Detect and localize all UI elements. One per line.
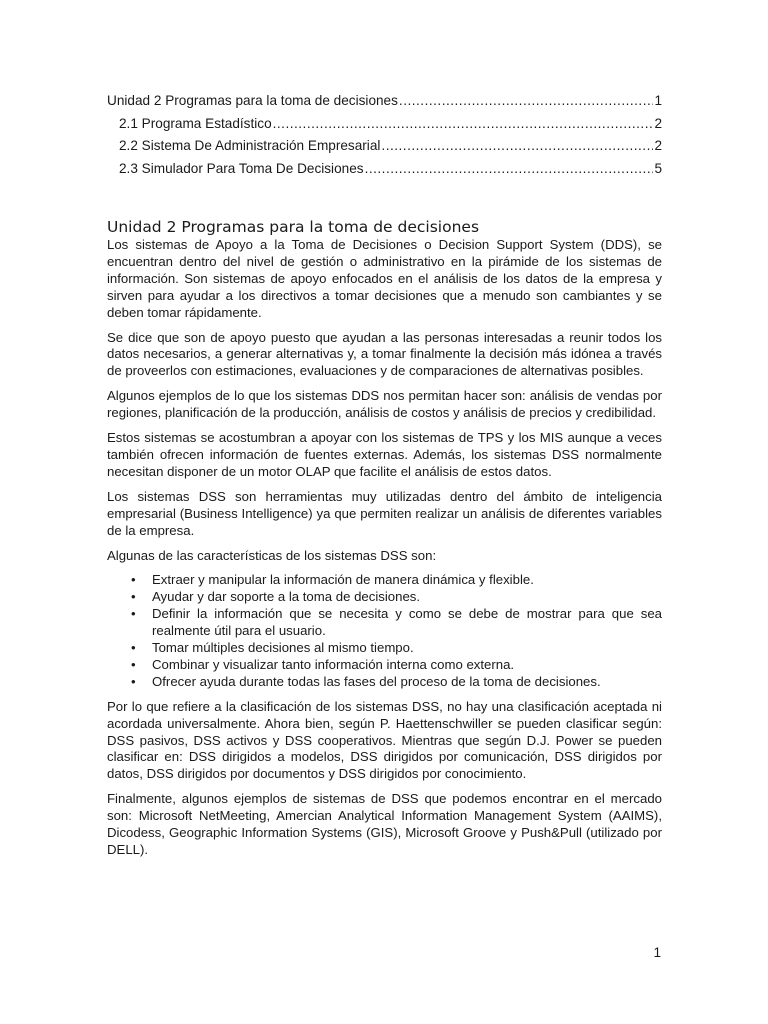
list-item-text: Combinar y visualizar tanto información interna como externa. [152, 656, 515, 672]
bullet-icon: • [131, 589, 136, 605]
body-paragraph: Por lo que refiere a la clasificación de los sistemas DSS, no hay una clasificación aceptada ni acordada universalmente. Ahora bien, según P. Haettenschwiller se pueden clasificar según: DSS pasivos, DSS activos y DSS cooperativos. Mientras que según D.J. Power se pueden clasificar en: DSS dirigidos a modelos, DSS dirigidos por comunicación, DSS dirigidos por datos, DSS dirigidos por documentos y DSS dirigidos por conocimiento. [107, 698, 662, 782]
toc-entry-title: 2.1 Programa Estadístico [119, 115, 272, 131]
list-item-text: Tomar múltiples decisiones al mismo tiempo. [152, 640, 414, 656]
toc-entry-page: 1 [654, 93, 662, 108]
body-paragraph: Algunos ejemplos de lo que los sistemas DDS nos permitan hacer son: análisis de vendas por regiones, planificación de la producción, análisis de costos y análisis de precios y credibilidad. [107, 388, 662, 421]
toc-entry-page: 5 [654, 160, 662, 176]
toc-leader-dots [399, 90, 654, 113]
bullet-icon: • [131, 656, 136, 672]
bullet-icon: • [131, 606, 136, 622]
section-heading: Unidad 2 Programas para la toma de decisiones [107, 218, 480, 236]
list-item [131, 673, 662, 691]
toc-leader-dots [365, 158, 654, 181]
list-item-text: Definir la información que se necesita y como se debe de mostrar para que sea realmente útil para el usuario. [152, 606, 662, 639]
list-item [131, 572, 662, 589]
toc-entry-title: Unidad 2 Programas para la toma de decisiones [107, 93, 398, 108]
toc-leader-dots [273, 113, 654, 136]
toc-entry-page: 2 [654, 115, 662, 131]
list-item-text: Ofrecer ayuda durante todas las fases del proceso de la toma de decisiones. [152, 673, 601, 689]
list-item-text: Extraer y manipular la información de manera dinámica y flexible. [152, 572, 534, 588]
toc-entry[interactable] [107, 158, 662, 181]
toc-entry-page: 2 [654, 138, 662, 153]
toc-entry[interactable] [107, 135, 662, 158]
toc-entry-title: 2.2 Sistema De Administración Empresarial [119, 138, 381, 153]
toc-leader-dots [381, 135, 653, 158]
list-item [131, 589, 662, 606]
page-content [107, 90, 662, 867]
body-paragraph: Los sistemas de Apoyo a la Toma de Decisiones o Decision Support System (DDS), se encuentran dentro del nivel de gestión o administrativo en la pirámide de los sistemas de información. Son sistemas de apoyo enfocados en el análisis de los datos de la empresa y sirven para ayudar a los directivos a tomar decisiones que a menudo son cambiantes y se deben tomar rápidamente. [107, 237, 662, 320]
list-item [131, 606, 662, 640]
body-paragraph: Los sistemas DSS son herramientas muy utilizadas dentro del ámbito de inteligencia empresarial (Business Intelligence) ya que permiten realizar un análisis de diferentes variables de la empresa. [107, 488, 662, 538]
toc-entry[interactable] [107, 113, 662, 136]
list-item [131, 656, 662, 674]
list-item [131, 640, 662, 657]
bullet-icon: • [131, 572, 136, 588]
toc-entry-title: 2.3 Simulador Para Toma De Decisiones [119, 160, 364, 176]
table-of-contents [107, 90, 662, 180]
body-paragraph: Algunas de las características de los sistemas DSS son: [107, 547, 437, 563]
bullet-icon: • [131, 673, 136, 689]
page-number: 1 [653, 945, 661, 960]
toc-entry[interactable] [107, 90, 662, 113]
list-item-text: Ayudar y dar soporte a la toma de decisiones. [152, 589, 421, 605]
bullet-icon: • [131, 640, 136, 656]
body-paragraph: Estos sistemas se acostumbran a apoyar con los sistemas de TPS y los MIS aunque a veces también ofrecen información de fuentes externas. Además, los sistemas DSS normalmente necesitan disponer de un motor OLAP que facilite el análisis de estos datos. [107, 430, 662, 479]
body-paragraph: Finalmente, algunos ejemplos de sistemas de DSS que podemos encontrar en el mercado son: Microsoft NetMeeting, Amercian Analytical Information Management System (AAIMS), Dicodess, Geographic Information Systems (GIS), Microsoft Groove y Push&Pull (utilizado por DELL). [107, 791, 662, 857]
body-paragraph: Se dice que son de apoyo puesto que ayudan a las personas interesadas a reunir todos los datos necesarios, a generar alternativas y, a tomar finalmente la decisión más idónea a través de proveerlos con estimaciones, evaluaciones y de comparaciones de alternativas posibles. [107, 329, 662, 379]
characteristics-list [107, 572, 662, 690]
